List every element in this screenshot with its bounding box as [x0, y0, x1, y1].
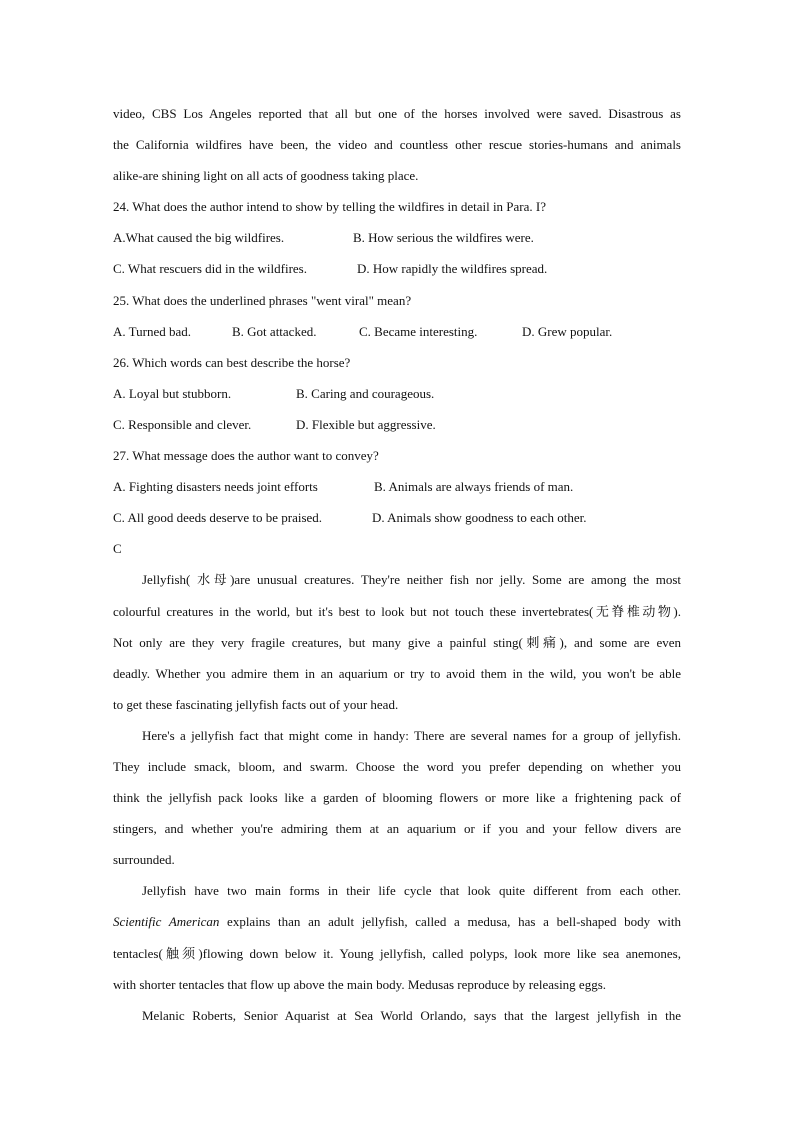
- options-row: [113, 253, 681, 284]
- question-stem: 24. What does the author intend to show by telling the wildfires in detail in Para. I?: [113, 199, 546, 215]
- paragraph-4: [113, 1000, 681, 1031]
- text-line: think the jellyfish pack looks like a garden of blooming flowers or more like a frightening pack of: [113, 790, 681, 806]
- option-b: B. How serious the wildfires were.: [353, 230, 534, 246]
- text-line: stingers, and whether you're admiring them at an aquarium or if you and your fellow divers are: [113, 821, 681, 837]
- paragraph-1: [113, 564, 681, 719]
- option-c: C. All good deeds deserve to be praised.: [113, 510, 323, 526]
- option-b: B. Got attacked.: [232, 323, 317, 339]
- question-stem: 25. What does the underlined phrases "went viral" mean?: [113, 292, 412, 308]
- text-line: video, CBS Los Angeles reported that all but one of the horses involved were saved. Disastrous as: [113, 106, 681, 121]
- text-line: the California wildfires have been, the video and countless other rescue stories-humans and animals: [113, 137, 681, 153]
- text-line: with shorter tentacles that flow up above the main body. Medusas reproduce by releasing eggs.: [113, 976, 607, 992]
- option-d: D. Grew popular.: [522, 323, 613, 339]
- option-a: A.What caused the big wildfires.: [113, 230, 285, 246]
- options-row: [113, 471, 681, 502]
- text-line: Not only are they very fragile creatures, but many give a painful sting(刺痛), and some are even: [113, 634, 681, 650]
- option-c: C. What rescuers did in the wildfires.: [113, 261, 307, 277]
- question-27: [113, 440, 681, 533]
- text-line: Melanic Roberts, Senior Aquarist at Sea World Orlando, says that the largest jellyfish in the: [142, 1007, 681, 1023]
- passage-b-ending: [113, 98, 681, 191]
- document-page: [113, 98, 681, 1031]
- option-d: D. Flexible but aggressive.: [296, 416, 436, 432]
- options-row: [113, 502, 681, 533]
- text-line: surrounded.: [113, 852, 175, 868]
- option-d: D. How rapidly the wildfires spread.: [357, 261, 548, 277]
- question-stem: 26. Which words can best describe the horse?: [113, 354, 351, 370]
- publication-title: Scientific American: [113, 914, 220, 930]
- section-heading: C: [113, 541, 122, 557]
- text-line: Here's a jellyfish fact that might come in handy: There are several names for a group of jellyfish.: [142, 727, 681, 743]
- option-c: C. Responsible and clever.: [113, 416, 252, 432]
- text-line: alike-are shining light on all acts of goodness taking place.: [113, 168, 419, 184]
- option-d: D. Animals show goodness to each other.: [372, 510, 587, 526]
- option-b: B. Animals are always friends of man.: [374, 479, 574, 495]
- question-26: [113, 347, 681, 440]
- paragraph-3: [113, 875, 681, 999]
- option-c: C. Became interesting.: [359, 323, 478, 339]
- paragraph-2: [113, 720, 681, 875]
- option-a: A. Fighting disasters needs joint efforts: [113, 479, 318, 495]
- text-line: colourful creatures in the world, but it's best to look but not touch these invertebrates(无脊椎动物).: [113, 603, 681, 619]
- options-row: [113, 316, 681, 347]
- text-line: deadly. Whether you admire them in an aquarium or try to avoid them in the wild, you won't be able: [113, 665, 681, 681]
- text-line: They include smack, bloom, and swarm. Choose the word you prefer depending on whether you: [113, 758, 681, 774]
- option-b: B. Caring and courageous.: [296, 385, 435, 401]
- options-row: [113, 378, 681, 409]
- text-line: to get these fascinating jellyfish facts out of your head.: [113, 696, 399, 712]
- text-span: explains than an adult jellyfish, called a medusa, has a bell-shaped body with: [219, 914, 681, 930]
- options-row: [113, 409, 681, 440]
- question-stem: 27. What message does the author want to convey?: [113, 448, 379, 464]
- text-line: [113, 906, 681, 937]
- question-25: [113, 285, 681, 347]
- option-a: A. Turned bad.: [113, 323, 192, 339]
- options-row: [113, 222, 681, 253]
- text-line: tentacles(触须)flowing down below it. Young jellyfish, called polyps, look more like sea anemones,: [113, 945, 681, 961]
- text-line: Jellyfish( 水母)are unusual creatures. They're neither fish nor jelly. Some are among the most: [142, 572, 681, 588]
- question-24: [113, 191, 681, 284]
- text-line: Jellyfish have two main forms in their life cycle that look quite different from each other.: [142, 883, 681, 899]
- option-a: A. Loyal but stubborn.: [113, 385, 232, 401]
